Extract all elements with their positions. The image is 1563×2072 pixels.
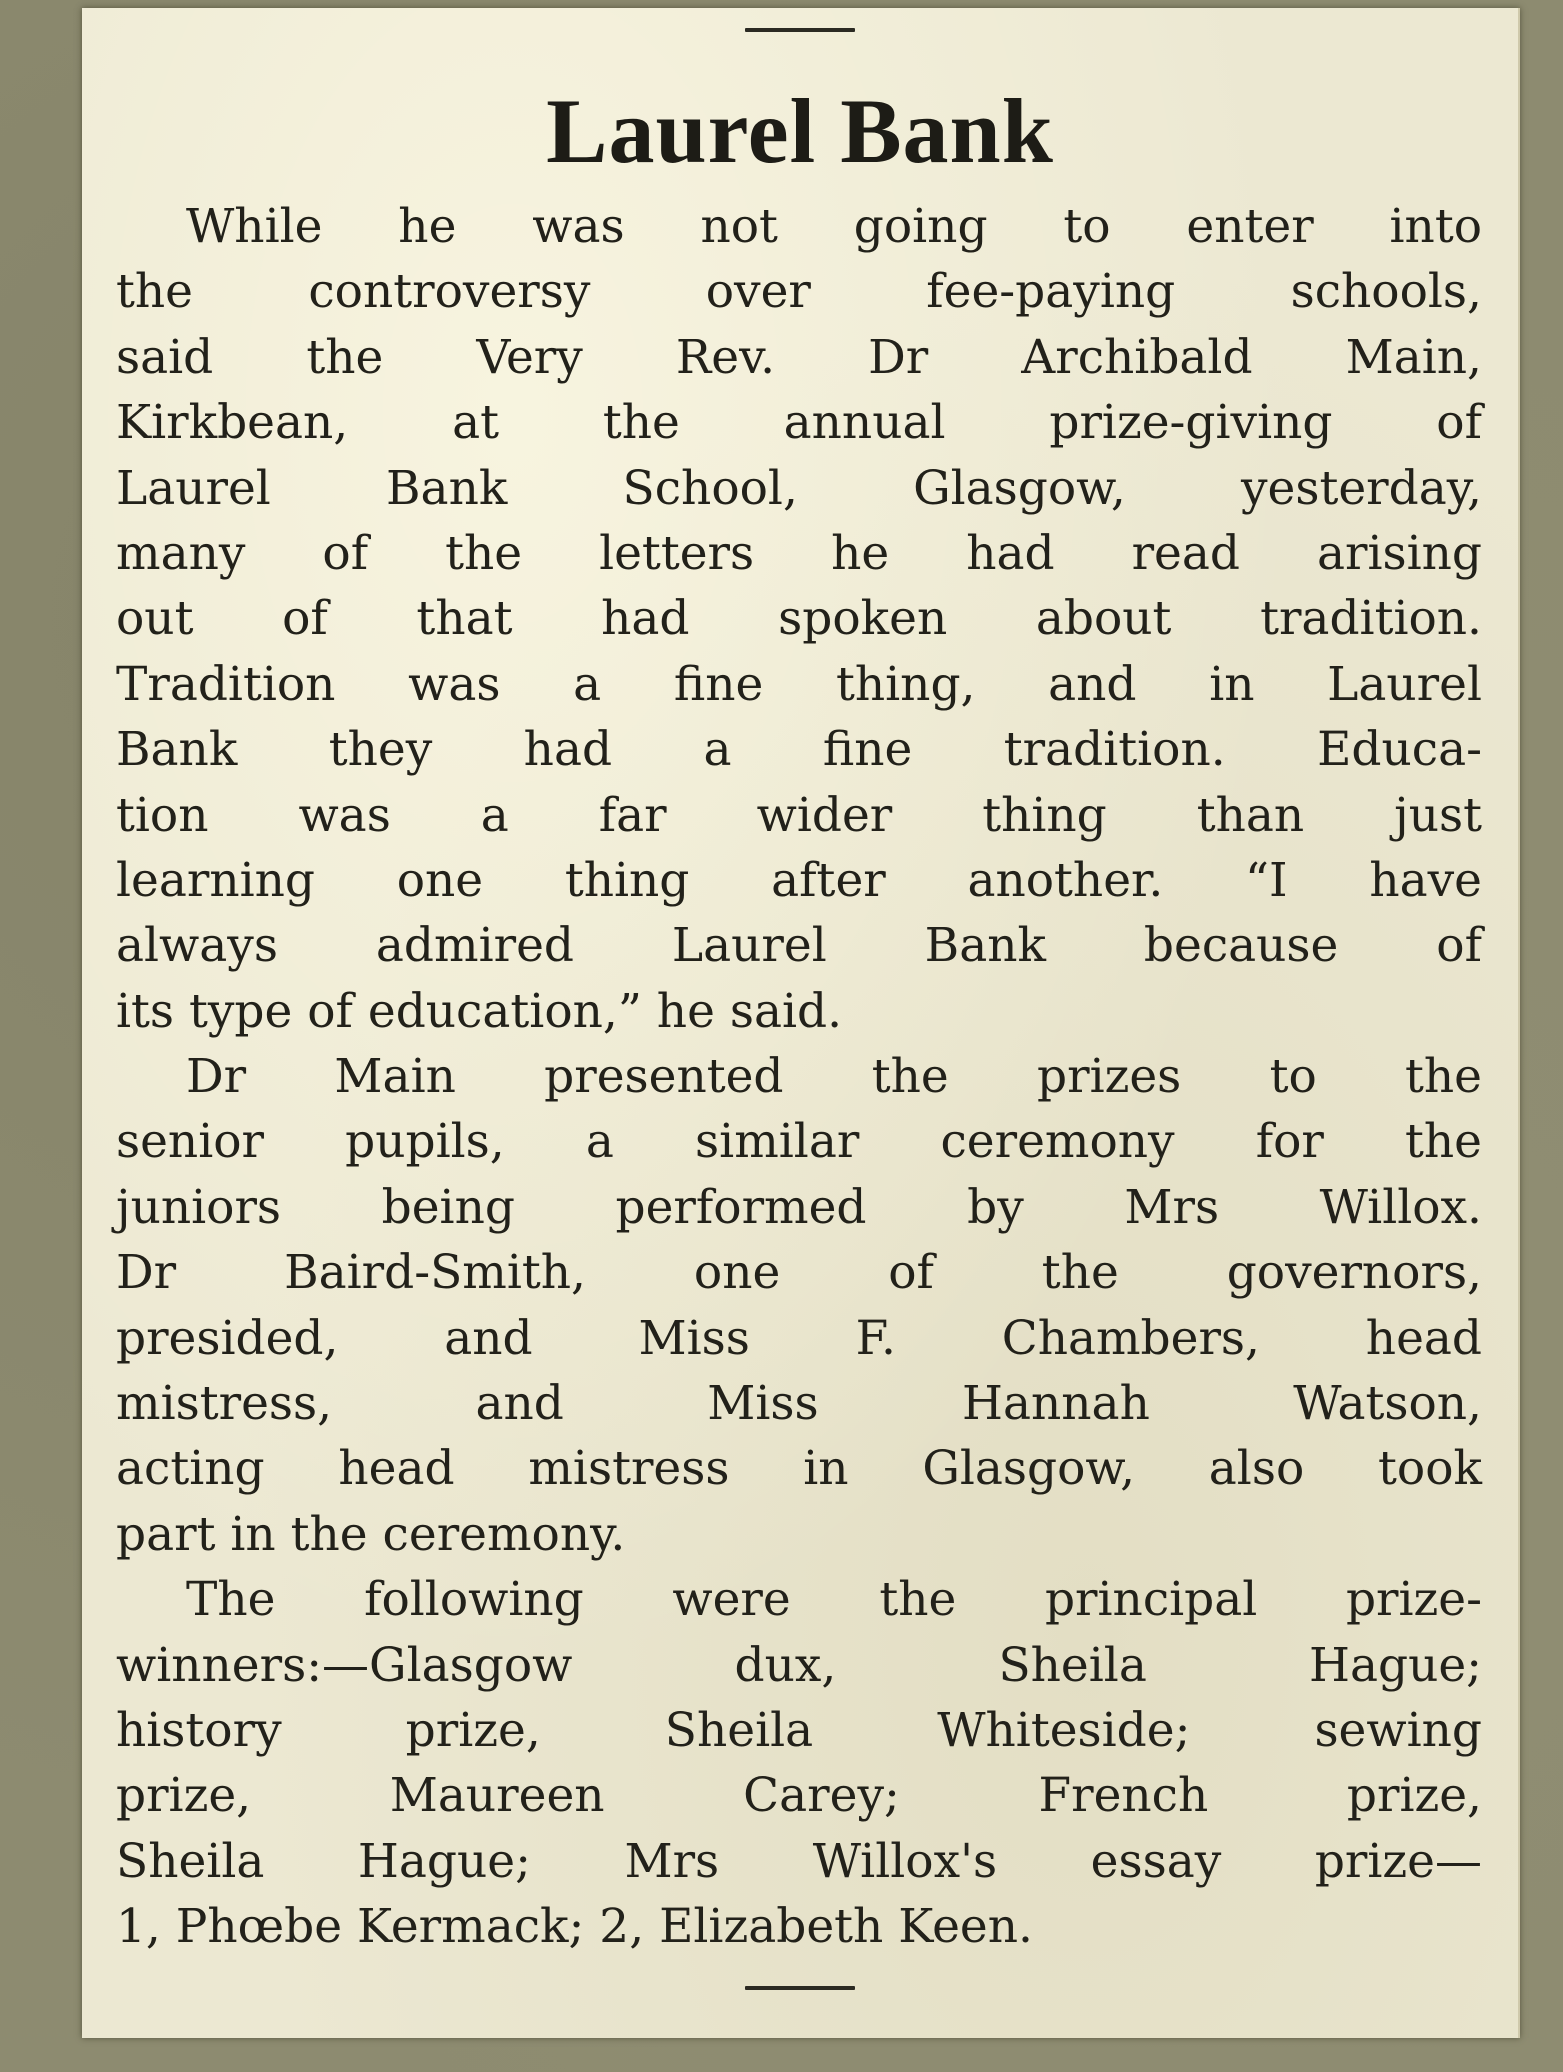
article-line: always admired Laurel Bank because of — [116, 918, 1482, 974]
article-line: Kirkbean, at the annual prize-giving of — [116, 395, 1482, 451]
article-line: presided, and Miss F. Chambers, head — [116, 1310, 1482, 1366]
article-line: juniors being performed by Mrs Willox. — [116, 1179, 1482, 1235]
article-line: Sheila Hague; Mrs Willox's essay prize— — [116, 1833, 1482, 1889]
article-line: The following were the principal prize- — [186, 1572, 1482, 1628]
article-line: prize, Maureen Carey; French prize, — [116, 1768, 1482, 1824]
article-line: part in the ceremony. — [116, 1506, 626, 1562]
article-line: 1, Phœbe Kermack; 2, Elizabeth Keen. — [116, 1899, 1033, 1955]
article-line: the controversy over fee-paying schools, — [116, 264, 1482, 320]
top-rule — [745, 28, 855, 32]
article-line: acting head mistress in Glasgow, also took — [116, 1441, 1482, 1497]
article-paragraph — [116, 194, 1482, 1044]
article-line: Tradition was a fine thing, and in Laurel — [116, 656, 1482, 712]
article-body — [116, 194, 1482, 1960]
article-line: said the Very Rev. Dr Archibald Main, — [116, 329, 1482, 385]
article-line: winners:—Glasgow dux, Sheila Hague; — [116, 1637, 1482, 1693]
article-line: Bank they had a fine tradition. Educa- — [116, 722, 1482, 778]
article-line: out of that had spoken about tradition. — [116, 591, 1482, 647]
bottom-rule — [745, 1986, 855, 1990]
article-line: tion was a far wider thing than just — [116, 787, 1482, 843]
article-title: Laurel Bank — [546, 80, 1054, 182]
article-line: its type of education,” he said. — [116, 983, 843, 1039]
article-line: history prize, Sheila Whiteside; sewing — [116, 1702, 1482, 1758]
article-line: Dr Baird-Smith, one of the governors, — [116, 1245, 1482, 1301]
article-paragraph — [116, 1567, 1482, 1959]
article-line: learning one thing after another. “I have — [116, 852, 1482, 908]
article-line: Dr Main presented the prizes to the — [186, 1049, 1482, 1105]
article-line: mistress, and Miss Hannah Watson, — [116, 1376, 1482, 1432]
article-line: While he was not going to enter into — [186, 199, 1482, 254]
article-paragraph — [116, 1044, 1482, 1567]
article-line: Laurel Bank School, Glasgow, yesterday, — [116, 460, 1482, 516]
newspaper-clipping — [82, 8, 1520, 2038]
article-line: many of the letters he had read arising — [116, 525, 1482, 581]
article-line: senior pupils, a similar ceremony for the — [116, 1114, 1482, 1170]
